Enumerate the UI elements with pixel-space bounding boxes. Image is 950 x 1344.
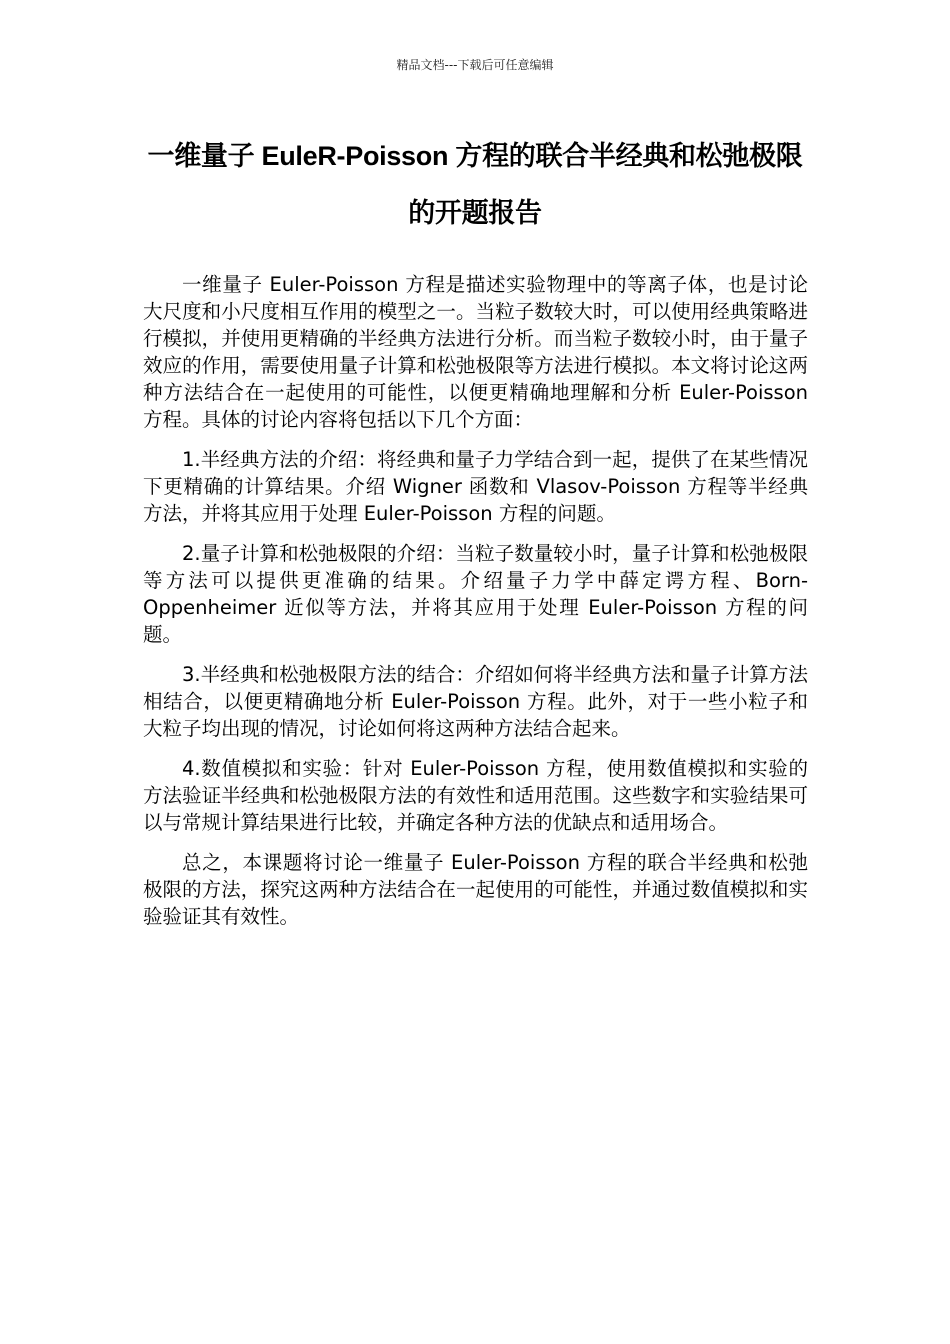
document-body [143, 271, 808, 943]
document-title: 一维量子 EuleR-Poisson 方程的联合半经典和松弛极限的开题报告 [147, 141, 803, 228]
section-combination-paragraph: 3.半经典和松弛极限方法的结合：介绍如何将半经典方法和量子计算方法相结合，以便更精确地分析 Euler-Poisson 方程。此外，对于一些小粒子和大粒子均出现的情况，讨论如何将这两种方法结合起来。 [143, 663, 808, 740]
intro-paragraph: 一维量子 Euler-Poisson 方程是描述实验物理中的等离子体，也是讨论大尺度和小尺度相互作用的模型之一。当粒子数较大时，可以使用经典策略进行模拟，并使用更精确的半经典方法进行分析。而当粒子数较小时，由于量子效应的作用，需要使用量子计算和松弛极限等方法进行模拟。本文将讨论这两种方法结合在一起使用的可能性，以便更精确地理解和分析 Euler-Poisson 方程。具体的讨论内容将包括以下几个方面： [143, 273, 808, 431]
section-numerical-paragraph: 4.数值模拟和实验：针对 Euler-Poisson 方程，使用数值模拟和实验的方法验证半经典和松弛极限方法的有效性和适用范围。这些数字和实验结果可以与常规计算结果进行比较，并确定各种方法的优缺点和适用场合。 [143, 757, 808, 834]
conclusion-paragraph: 总之，本课题将讨论一维量子 Euler-Poisson 方程的联合半经典和松弛极限的方法，探究这两种方法结合在一起使用的可能性，并通过数值模拟和实验验证其有效性。 [143, 851, 808, 928]
section-semiclassical-paragraph: 1.半经典方法的介绍：将经典和量子力学结合到一起，提供了在某些情况下更精确的计算结果。介绍 Wigner 函数和 Vlasov-Poisson 方程等半经典方法，并将其应用于处理 Euler-Poisson 方程的问题。 [143, 448, 808, 525]
page-header-watermark: 精品文档---下载后可任意编辑 [396, 58, 554, 72]
section-quantum-relaxation-paragraph: 2.量子计算和松弛极限的介绍：当粒子数量较小时，量子计算和松弛极限等方法可以提供更准确的结果。介绍量子力学中薛定谔方程、Born-Oppenheimer 近似等方法，并将其应用于处理 Euler-Poisson 方程的问题。 [143, 542, 808, 646]
